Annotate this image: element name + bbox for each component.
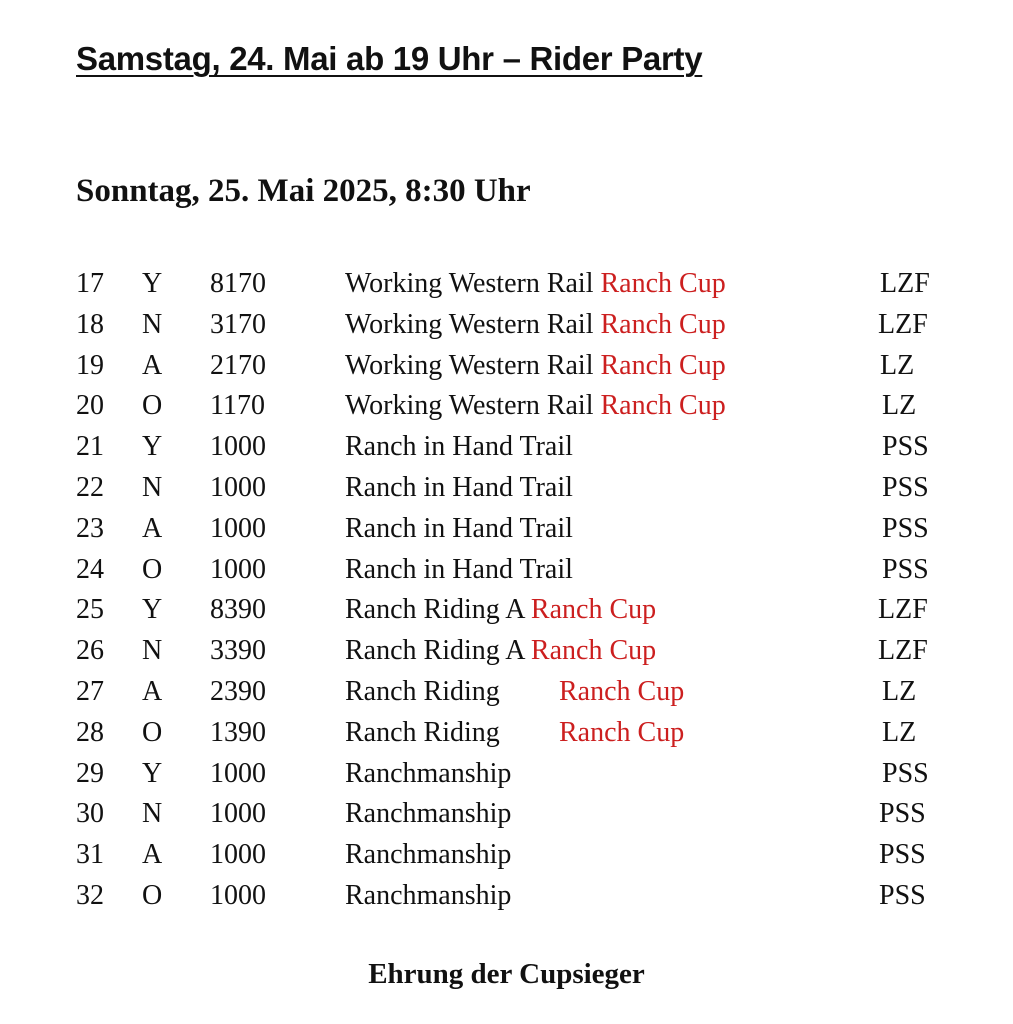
class-number: 19 bbox=[76, 349, 104, 381]
class-number: 27 bbox=[76, 675, 104, 707]
class-code: 1000 bbox=[210, 553, 266, 585]
class-title bbox=[345, 509, 573, 550]
class-number: 22 bbox=[76, 471, 104, 503]
cup-label: Ranch Cup bbox=[600, 390, 726, 422]
class-title bbox=[345, 672, 500, 713]
class-number: 21 bbox=[76, 431, 104, 463]
judge-code: LZ bbox=[882, 390, 917, 422]
class-title bbox=[345, 468, 573, 509]
class-number: 32 bbox=[76, 879, 104, 911]
class-level: O bbox=[142, 879, 163, 911]
class-level: N bbox=[142, 471, 163, 503]
class-code: 3390 bbox=[210, 635, 266, 667]
class-name: Ranch Riding A bbox=[345, 594, 524, 626]
class-level: N bbox=[142, 308, 163, 340]
class-code: 3170 bbox=[210, 308, 266, 340]
judge-code: LZ bbox=[882, 716, 917, 748]
class-title bbox=[345, 264, 726, 305]
table-row bbox=[0, 305, 1013, 346]
class-code: 1000 bbox=[210, 879, 266, 911]
class-code: 2390 bbox=[210, 675, 266, 707]
class-title bbox=[345, 427, 573, 468]
class-level: Y bbox=[142, 268, 163, 299]
saturday-heading: Samstag, 24. Mai ab 19 Uhr – Rider Party bbox=[76, 40, 703, 77]
judge-code: PSS bbox=[882, 553, 929, 585]
class-name: Ranch in Hand Trail bbox=[345, 553, 573, 585]
class-title bbox=[345, 835, 511, 876]
class-level: A bbox=[142, 675, 163, 707]
sunday-heading: Sonntag, 25. Mai 2025, 8:30 Uhr bbox=[76, 173, 531, 209]
class-number: 25 bbox=[76, 594, 104, 626]
class-number: 29 bbox=[76, 757, 104, 789]
class-name: Ranch Riding A bbox=[345, 635, 524, 667]
table-row bbox=[0, 590, 1013, 631]
table-row bbox=[0, 468, 1013, 509]
class-level: O bbox=[142, 390, 163, 422]
judge-code: PSS bbox=[882, 471, 929, 503]
class-name: Working Western Rail bbox=[345, 268, 594, 299]
class-level: A bbox=[142, 349, 163, 381]
class-level: A bbox=[142, 512, 163, 544]
judge-code: PSS bbox=[879, 798, 926, 830]
judge-code: PSS bbox=[882, 512, 929, 544]
class-number: 31 bbox=[76, 839, 104, 871]
class-name: Working Western Rail bbox=[345, 308, 594, 340]
class-level: O bbox=[142, 716, 163, 748]
table-row bbox=[0, 427, 1013, 468]
table-row bbox=[0, 346, 1013, 387]
table-row bbox=[0, 509, 1013, 550]
class-name: Working Western Rail bbox=[345, 349, 594, 381]
class-title bbox=[345, 305, 726, 346]
class-title bbox=[345, 550, 573, 591]
class-code: 1000 bbox=[210, 757, 266, 789]
table-row bbox=[0, 550, 1013, 591]
class-code: 1000 bbox=[210, 471, 266, 503]
class-name: Ranch Riding bbox=[345, 675, 500, 707]
class-level: A bbox=[142, 839, 163, 871]
class-number: 23 bbox=[76, 512, 104, 544]
class-code: 8170 bbox=[210, 268, 266, 299]
class-title bbox=[345, 631, 656, 672]
class-code: 1170 bbox=[210, 390, 265, 422]
class-title bbox=[345, 713, 500, 754]
class-level: Y bbox=[142, 594, 163, 626]
class-name: Ranchmanship bbox=[345, 879, 512, 911]
class-level: Y bbox=[142, 757, 163, 789]
judge-code: LZF bbox=[878, 308, 928, 340]
table-row bbox=[0, 386, 1013, 427]
class-level: O bbox=[142, 553, 163, 585]
class-code: 1000 bbox=[210, 839, 266, 871]
judge-code: PSS bbox=[882, 757, 929, 789]
table-row bbox=[0, 876, 1013, 917]
class-title bbox=[345, 754, 511, 795]
class-code: 1000 bbox=[210, 798, 266, 830]
class-code: 1000 bbox=[210, 512, 266, 544]
table-row bbox=[0, 754, 1013, 795]
class-level: Y bbox=[142, 431, 163, 463]
table-row bbox=[0, 713, 1013, 754]
class-name: Working Western Rail bbox=[345, 390, 594, 422]
judge-code: PSS bbox=[879, 879, 926, 911]
class-number: 18 bbox=[76, 308, 104, 340]
class-level: N bbox=[142, 635, 163, 667]
class-number: 20 bbox=[76, 390, 104, 422]
cup-label: Ranch Cup bbox=[600, 268, 726, 299]
judge-code: PSS bbox=[882, 431, 929, 463]
judge-code: LZF bbox=[878, 635, 928, 667]
class-number: 30 bbox=[76, 798, 104, 830]
class-number: 24 bbox=[76, 553, 104, 585]
cup-label: Ranch Cup bbox=[600, 349, 726, 381]
class-title bbox=[345, 876, 511, 917]
judge-code: PSS bbox=[879, 839, 926, 871]
table-row bbox=[0, 794, 1013, 835]
class-title bbox=[345, 794, 511, 835]
class-name: Ranch in Hand Trail bbox=[345, 431, 573, 463]
class-name: Ranch in Hand Trail bbox=[345, 512, 573, 544]
class-name: Ranchmanship bbox=[345, 839, 512, 871]
class-name: Ranch in Hand Trail bbox=[345, 471, 573, 503]
class-code: 1390 bbox=[210, 716, 266, 748]
cup-label: Ranch Cup bbox=[600, 308, 726, 340]
table-row bbox=[0, 672, 1013, 713]
judge-code: LZ bbox=[880, 349, 915, 381]
class-number: 26 bbox=[76, 635, 104, 667]
class-name: Ranchmanship bbox=[345, 798, 512, 830]
cup-label: Ranch Cup bbox=[530, 635, 657, 667]
class-level: N bbox=[142, 798, 163, 830]
judge-code: LZF bbox=[878, 594, 928, 626]
cup-label: Ranch Cup bbox=[530, 594, 657, 626]
class-title bbox=[345, 386, 726, 427]
class-title bbox=[345, 590, 656, 631]
class-code: 1000 bbox=[210, 431, 266, 463]
class-number: 28 bbox=[76, 716, 104, 748]
judge-code: LZ bbox=[882, 675, 917, 707]
class-title bbox=[345, 346, 726, 387]
class-code: 8390 bbox=[210, 594, 266, 626]
award-ceremony-note: Ehrung der Cupsieger bbox=[368, 958, 645, 990]
schedule-table bbox=[0, 264, 1013, 917]
cup-label: Ranch Cup bbox=[559, 716, 685, 748]
cup-label: Ranch Cup bbox=[559, 675, 685, 707]
table-row bbox=[0, 631, 1013, 672]
class-name: Ranch Riding bbox=[345, 716, 500, 748]
class-code: 2170 bbox=[210, 349, 266, 381]
table-row bbox=[0, 264, 1013, 305]
table-row bbox=[0, 835, 1013, 876]
judge-code: LZF bbox=[880, 268, 930, 299]
class-name: Ranchmanship bbox=[345, 757, 512, 789]
class-number: 17 bbox=[76, 268, 104, 299]
